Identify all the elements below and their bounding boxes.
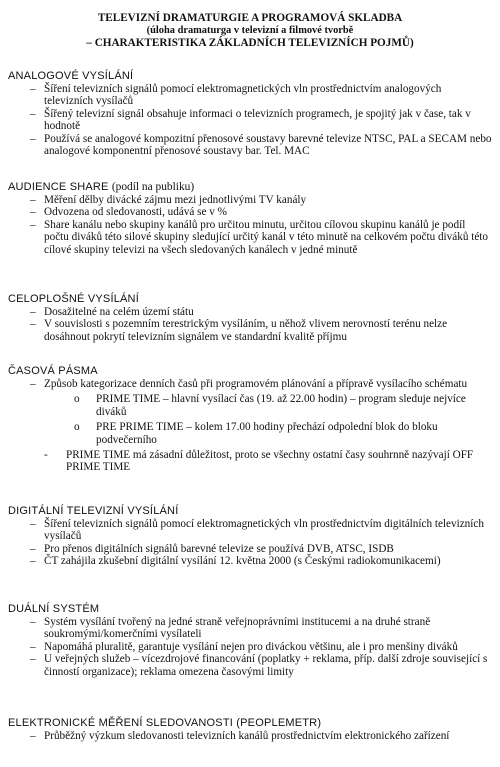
item-text: PRIME TIME – hlavní vysílací čas (19. až 22.00 hodin) – program sleduje nejvíce diváků bbox=[96, 393, 466, 418]
section-heading: CELOPLOŠNÉ VYSÍLÁNÍ bbox=[8, 293, 139, 305]
document-subtitle: (úloha dramaturga v televizní a filmové tvorbě bbox=[146, 24, 354, 36]
item-list bbox=[8, 83, 492, 157]
list-item bbox=[8, 108, 492, 133]
item-text: PRIME TIME má zásadní důležitost, proto se všechny ostatní časy souhrnně nazývají OFF PRIME TIME bbox=[66, 449, 474, 474]
dash-bullet: – bbox=[30, 730, 36, 742]
dash-bullet: – bbox=[30, 132, 36, 145]
dash-bullet: – bbox=[30, 107, 36, 120]
dash-bullet: – bbox=[30, 542, 36, 555]
item-list bbox=[8, 616, 492, 678]
item-list bbox=[8, 730, 492, 742]
list-item bbox=[8, 378, 492, 390]
dash-bullet: – bbox=[30, 378, 36, 390]
item-text: Pro přenos digitálních signálů barevné televize se používá DVB, ATSC, ISDB bbox=[44, 542, 394, 555]
list-item bbox=[8, 641, 492, 653]
sub-item-pre-prime-time bbox=[8, 421, 492, 446]
list-item bbox=[8, 616, 492, 641]
dash-bullet: – bbox=[30, 640, 36, 653]
item-text: Způsob kategorizace denních časů při programovém plánování a přípravě vysílacího schématu bbox=[44, 378, 468, 390]
list-item bbox=[8, 219, 492, 256]
section-heading: ČASOVÁ PÁSMA bbox=[8, 365, 98, 377]
dash-bullet: – bbox=[30, 616, 36, 628]
item-list bbox=[8, 378, 492, 390]
item-text: Systém vysílání tvořený na jedné straně veřejnoprávními institucemi a na druhé straně soukromými/komerčními vysílateli bbox=[44, 616, 431, 641]
list-item bbox=[8, 543, 492, 555]
list-item bbox=[8, 194, 492, 206]
section-heading: DIGITÁLNÍ TELEVIZNÍ VYSÍLÁNÍ bbox=[8, 505, 179, 517]
list-item bbox=[8, 730, 492, 742]
item-text: Šíření televizních signálů pomocí elektromagnetických vln prostřednictvím analogových televizních vysílačů bbox=[44, 83, 442, 108]
item-text: Průběžný výzkum sledovanosti televizních kanálů prostřednictvím elektronického zařízení bbox=[44, 730, 450, 742]
sub-item-prime-time bbox=[8, 393, 492, 418]
item-text: Měření dělby divácké zájmu mezi jednotlivými TV kanály bbox=[44, 194, 307, 206]
list-item bbox=[8, 206, 492, 218]
section-digital bbox=[8, 505, 492, 568]
section-analog bbox=[8, 70, 492, 157]
dash-bullet: – bbox=[30, 218, 36, 231]
section-heading: ELEKTRONICKÉ MĚŘENÍ SLEDOVANOSTI (PEOPLEMETR) bbox=[8, 717, 322, 729]
item-text: Používá se analogové kompozitní přenosové soustavy barevné televize NTSC, PAL a SECAM nebo analogové komponentní přenosové soustavy bar. Tel. MAC bbox=[44, 132, 492, 158]
section-heading bbox=[8, 181, 492, 194]
section-audience-share bbox=[8, 181, 492, 256]
dash-bullet: – bbox=[30, 318, 36, 331]
item-text: ČT zahájila zkušební digitální vysílání 12. května 2000 (s Českými radiokomunikacemi) bbox=[44, 555, 441, 568]
dash-bullet: – bbox=[30, 194, 36, 206]
list-item bbox=[8, 555, 492, 567]
list-item bbox=[8, 318, 492, 343]
item-list bbox=[8, 306, 492, 343]
section-heading: ANALOGOVÉ VYSÍLÁNÍ bbox=[8, 70, 134, 82]
item-text: Odvozena od sledovanosti, udává se v % bbox=[44, 206, 227, 219]
document-title: TELEVIZNÍ DRAMATURGIE A PROGRAMOVÁ SKLADBA bbox=[97, 12, 403, 24]
section-peoplemeter bbox=[8, 717, 492, 742]
dash-bullet: – bbox=[30, 206, 36, 219]
dash-bullet: – bbox=[30, 83, 36, 95]
section-nationwide bbox=[8, 293, 492, 343]
item-text: Napomáhá pluralitě, garantuje vysílání nejen pro diváckou většinu, ale i pro menšiny diváků bbox=[44, 640, 458, 653]
document-header bbox=[0, 0, 500, 50]
list-item bbox=[8, 518, 492, 543]
dash-bullet: – bbox=[30, 518, 36, 530]
section-heading: DUÁLNÍ SYSTÉM bbox=[8, 603, 100, 615]
hyphen-bullet: - bbox=[44, 449, 48, 462]
item-text: V souvislosti s pozemním terestrickým vysíláním, u něhož vlivem nerovností terénu nelze dosáhnout pokrytí televizním signálem ve standardní kvalitě příjmu bbox=[44, 318, 448, 343]
item-list bbox=[8, 194, 492, 256]
item-text: PRE PRIME TIME – kolem 17.00 hodiny přechází odpolední blok do bloku podvečerního bbox=[96, 421, 438, 446]
dash-bullet: – bbox=[30, 653, 36, 666]
item-text: Šíření televizních signálů pomocí elektromagnetických vln prostřednictvím digitálních televizních vysílačů bbox=[44, 518, 484, 543]
circle-bullet: o bbox=[74, 393, 80, 406]
heading-paren: (podíl na publiku) bbox=[111, 181, 195, 193]
list-item bbox=[8, 653, 492, 678]
item-text: U veřejných služeb – vícezdrojové financování (poplatky + reklama, příp. další zdroje související s činností organizace); reklama omezena časovými limity bbox=[44, 653, 488, 678]
circle-bullet: o bbox=[74, 421, 80, 434]
dash-bullet: – bbox=[30, 555, 36, 568]
document-subtitle-2: – CHARAKTERISTIKA ZÁKLADNÍCH TELEVIZNÍCH POJMŮ) bbox=[86, 37, 414, 49]
heading-text: AUDIENCE SHARE bbox=[8, 181, 109, 193]
note-item bbox=[8, 449, 492, 474]
dash-bullet: – bbox=[30, 306, 36, 318]
item-text: Share kanálu nebo skupiny kanálů pro určitou minutu, určitou cílovou skupinu kanálů je podíl počtu diváků této silové skupiny sledující určitý kanál v této minutě na celkovém počtu diváků této cílové skupiny televizi na všech sledovaných kanálech v jedné minutě bbox=[44, 218, 488, 256]
section-time-bands bbox=[8, 365, 492, 474]
section-dual-system bbox=[8, 603, 492, 678]
item-text: Dosažitelné na celém území státu bbox=[44, 306, 194, 318]
list-item bbox=[8, 306, 492, 318]
list-item bbox=[8, 83, 492, 108]
item-list bbox=[8, 518, 492, 568]
item-text: Šířený televizní signál obsahuje informaci o televizních programech, je spojitý jak v čase, tak v hodnotě bbox=[44, 107, 471, 133]
list-item bbox=[8, 133, 492, 158]
